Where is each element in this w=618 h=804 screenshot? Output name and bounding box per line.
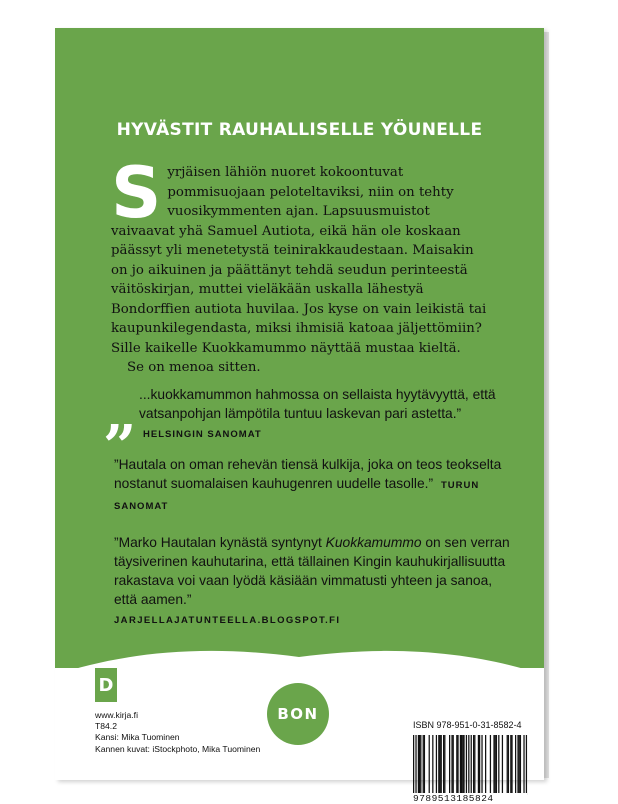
barcode-bar [496, 735, 497, 795]
barcode-bar [517, 735, 518, 795]
barcode-bar [490, 735, 491, 795]
isbn-text: ISBN 978-951-0-31-8582-4 [413, 720, 522, 730]
blurb-text-1: yrjäisen lähiön nuoret kokoontuvat pommisuojaan peloteltaviksi, niin on tehty vuosikymmenten ajan. Lapsuusmuistot vaivaavat yhä Samuel Autiota, eikä hän ole koskaan päässyt yli menetetystä teinirakkaudestaan. Maisakin on jo aikuinen ja päättänyt tehdä seudun perinteestä väitöskirjan, muttei vieläkään uskalla lähestyä Bondorffien autiota huvilaa. Jos kyse on vain leikistä tai kaupunkilegendasta, miksi ihmisiä katoaa jäljettömiin? Sille kaikelle Kuokkamummo näyttää mustaa kieltä. [111, 165, 487, 356]
barcode-bar [479, 735, 480, 795]
barcode-bar [462, 735, 463, 795]
book-back-cover [55, 28, 544, 804]
barcode-bar [466, 735, 467, 795]
bon-logo: BON [267, 683, 329, 745]
barcode-bar [456, 735, 457, 795]
barcode-bar [463, 735, 464, 795]
barcode-bar [519, 735, 520, 795]
barcode-bar [474, 735, 475, 795]
barcode-bar [468, 735, 469, 795]
review-quote-3-text-before: ”Marko Hautalan kynästä syntynyt [114, 535, 326, 550]
barcode-bar [413, 735, 414, 795]
barcode-bar [461, 735, 462, 795]
barcode-number: 9789513185824 [413, 793, 527, 804]
review-quote-1-source: HELSINGIN SANOMAT [143, 429, 262, 440]
barcode-bar [436, 735, 437, 795]
credits-website: www.kirja.fi [95, 710, 138, 720]
blurb [111, 152, 491, 378]
review-quote-3-book-title: Kuokkamummo [325, 535, 422, 550]
credits-cover-design: Kansi: Mika Tuominen [95, 732, 180, 743]
barcode-bar [520, 735, 521, 795]
credits-classification: T84.2 [95, 721, 117, 732]
barcode-bar [498, 735, 499, 795]
review-quote-2-source: TURUN SANOMAT [114, 480, 480, 512]
review-quote-2-text: ”Hautala on oman rehevän tiensä kulkija, joka on teos teokselta nostanut suomalaisen kauhugenren uudelle tasolle.” [114, 457, 502, 491]
review-quote-1-text: ...kuokkamummon hahmossa on sellaista hyytävyyttä, että vatsanpohjan lämpötila tuntuu laskevan pari astetta.” [139, 387, 496, 421]
barcode-bar [471, 735, 472, 795]
barcode-bar [493, 735, 494, 795]
barcode-bar [423, 735, 424, 795]
barcode-bar [443, 735, 444, 795]
barcode-bar [478, 735, 479, 795]
barcode-bar [495, 735, 496, 795]
credits [95, 710, 260, 755]
barcode-bar [449, 735, 450, 795]
review-quote-1 [139, 385, 509, 444]
drop-cap: S [111, 152, 162, 234]
review-quote-3-source: JARJELLAJATUNTEELLA.BLOGSPOT.FI [114, 615, 341, 626]
blurb-paragraph-1 [111, 152, 491, 358]
barcode-bar [444, 735, 445, 795]
barcode-bar [473, 735, 474, 795]
barcode-bar [419, 735, 420, 795]
barcode-bar [460, 735, 461, 795]
barcode-bar [451, 735, 452, 795]
barcode-bar [526, 735, 527, 795]
barcode-bar [508, 735, 509, 795]
barcode-bar [523, 735, 524, 795]
quote-mark-icon: „ [104, 379, 138, 447]
barcode-bar [481, 735, 482, 795]
barcode-bar [510, 735, 511, 795]
cover-title: HYVÄSTIT RAUHALLISELLE YÖUNELLE [116, 120, 483, 140]
credits-cover-images: Kannen kuvat: iStockphoto, Mika Tuominen [95, 743, 261, 754]
barcode-bar [441, 735, 442, 795]
barcode-bar [438, 735, 439, 795]
blurb-paragraph-2: Se on menoa sitten. [127, 360, 261, 375]
barcode-bar [439, 735, 440, 795]
publisher-d-logo: D [95, 668, 117, 702]
barcode-bar [420, 735, 421, 795]
barcode-bar [453, 735, 454, 795]
barcode-bar [515, 735, 516, 795]
barcode-bar [507, 735, 508, 795]
barcode-bar [432, 735, 433, 795]
barcode-bar [424, 735, 425, 795]
barcode-bar [502, 735, 503, 795]
barcode-bar [418, 735, 419, 795]
review-quote-2 [114, 455, 509, 516]
barcode-bar [485, 735, 486, 795]
review-quote-3 [114, 533, 514, 630]
barcode-bar [511, 735, 512, 795]
barcode-bar [457, 735, 458, 795]
review-quote-3-text-after: on sen verran täysiverinen kauhutarina, että tällainen Kingin kauhukirjallisuutta rakastava voi vaan lyödä käsiään vimmatusti yhteen ja sanoa, että aamen.” [114, 535, 510, 607]
barcode-bar [429, 735, 430, 795]
barcode [413, 735, 527, 795]
barcode-bar [415, 735, 416, 795]
